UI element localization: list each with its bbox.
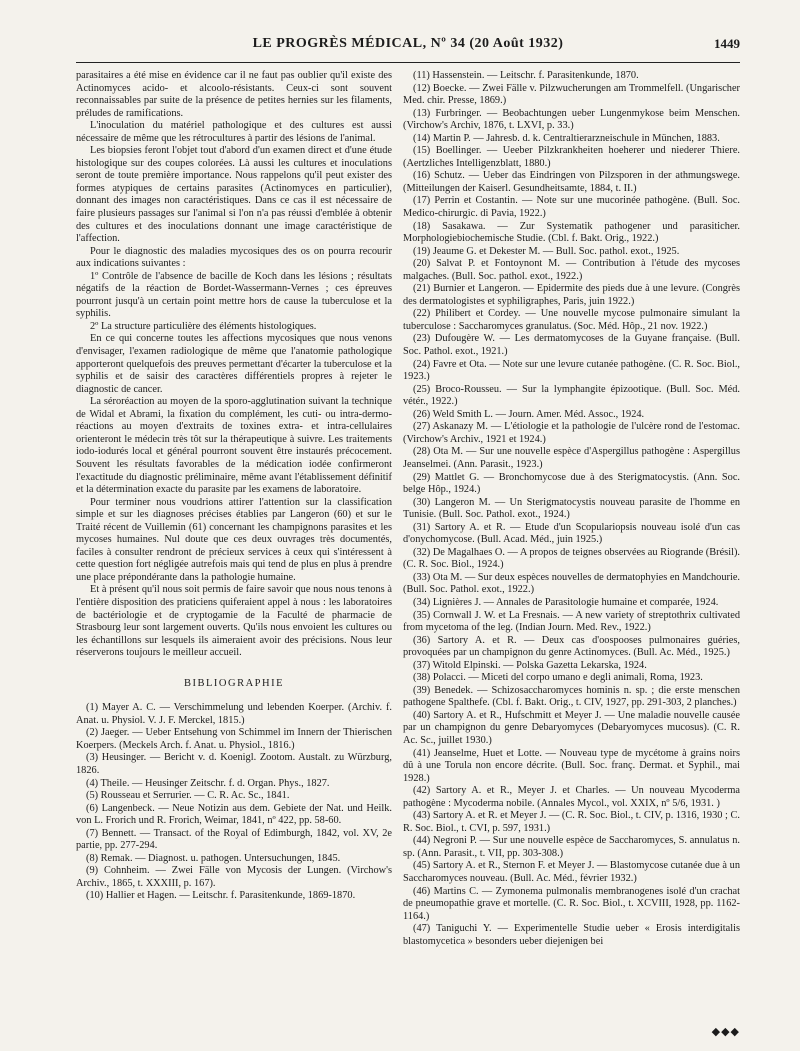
reference: (44) Negroni P. — Sur une nouvelle espèce de Saccharomyces, S. annulatus n. sp. (Ann. Parasit., t. VII, pp. 303-308.) [403,835,740,859]
reference: (12) Boecke. — Zwei Fälle v. Pilzwucherungen am Trommelfell. (Ungarischer Med. chir. Presse, 1869.) [403,82,740,107]
reference: (1) Mayer A. C. — Verschimmelung und lebenden Koerper. (Archiv. f. Anat. u. Physiol. V. J. F. Merckel, 1815.) [76,702,392,726]
reference: (30) Langeron M. — Un Sterigmatocystis nouveau parasite de l'homme en Tunisie. (Bull. Soc. Pathol. exot., 1924.) [403,496,740,521]
paragraph: parasitaires a été mise en évidence car il ne faut pas oublier qu'il existe des Actinomyces acido- et alcoolo-résistants. Ceux-ci sont souvent reconnaissables par suite de la présence de petites hernies sur les filaments, préludes de ramifications. [76,70,392,119]
reference: (23) Dufougère W. — Les dermatomycoses de la Guyane française. (Bull. Soc. Pathol. exot., 1921.) [403,333,740,358]
reference: (40) Sartory A. et R., Hufschmitt et Meyer J. — Une maladie nouvelle causée par un champignon du genre Debaryomyces (Debaryomyces mucosus). (C. R. Ac. Sc., juillet 1930.) [403,709,740,746]
reference: (7) Bennett. — Transact. of the Royal of Edimburgh, 1842, vol. XV, 2e partie, pp. 277-294. [76,827,392,852]
reference: (22) Philibert et Cordey. — Une nouvelle mycose pulmonaire simulant la tuberculose : Saccharomyces granulatus. (Soc. Méd. Hôp., 21 nov. 1922.) [403,308,740,332]
reference: (34) Lignières J. — Annales de Parasitologie humaine et comparée, 1924. [413,596,719,608]
reference: (19) Jeaume G. et Dekester M. — Bull. Soc. pathol. exot., 1925. [413,245,680,257]
reference: (46) Martins C. — Zymonema pulmonalis membranogenes isolé d'un crachat de pneumopathie grave et mortelle. (C. R. Soc. Biol., t. XCVIII, 1928, pp. 1162-1164.) [403,885,740,922]
paragraph: 2º La structure particulière des éléments histologiques. [90,320,317,332]
page-number: 1449 [714,36,740,51]
reference: (38) Polacci. — Miceti del corpo umano e degli animali, Roma, 1923. [413,672,703,684]
reference: (5) Rousseau et Serrurier. — C. R. Ac. Sc., 1841. [86,790,290,802]
reference: (25) Broco-Rousseu. — Sur la lymphangite épizootique. (Bull. Soc. Méd. vétér., 1922.) [403,383,740,408]
paragraph: Pour le diagnostic des maladies mycosiques des os on pourra recourir aux indications suivantes : [76,245,392,270]
reference: (47) Taniguchi Y. — Experimentelle Studie ueber « Erosis interdigitalis blastomycetica » besonders ueber diejenigen bei [403,923,740,947]
reference: (9) Cohnheim. — Zwei Fälle von Mycosis der Lungen. (Virchow's Archiv., 1865, t. XXXIII, p. 167). [76,865,392,889]
paragraph: En ce qui concerne toutes les affections mycosiques que nous venons d'envisager, l'examen radiologique de même que l'anatomie pathologique apporteront quelquefois des preuves permettant d'écarter la tuberculose et la syphilis et de saisir des caractères différentiels propres à rejeter le diagnostic de cancer. [76,333,392,395]
paragraph: Et à présent qu'il nous soit permis de faire savoir que nous nous tenons à l'entière disposition des praticiens quiferaient appel à nous : les laboratoires de bactériologie et de cryptogamie de la Faculté de pharmacie de Strasbourg leur sont largement ouverts. Qu'ils nous envoient les cultures ou les échantillons sur lesquels ils aimeraient avoir des précisions. Nous leur réserverons toujours le meilleur accueil. [76,584,392,659]
end-ornament: ◆◆◆ [711,1026,740,1038]
paragraph: Les biopsies feront l'objet tout d'abord d'un examen direct et d'une étude histologique sur des coupes colorées. Là aussi les cultures et inoculations seront de toute première importance. Nous rappelons qu'il peut exister des formes atypiques de certains parasites (Actinomyces en particulier), donnant des images non caractéristiques. Dans ce cas il est nécessaire de faire plusieurs passages sur l'animal si l'on n'a pas réussi d'emblée à obtenir des cultures et des inoculations donnant une image caractéristique de l'affection. [76,145,392,245]
reference: (10) Hallier et Hagen. — Leitschr. f. Parasitenkunde, 1869-1870. [86,890,356,902]
reference: (15) Boellinger. — Ueeber Pilzkrankheiten hoeherer und niederer Thiere. (Aertzliches Intelligenzblatt, 1880.) [403,145,740,169]
reference: (32) De Magalhaes O. — A propos de teignes observées au Riogrande (Brésil). (C. R. Soc. Biol., 1924.) [403,546,740,571]
reference: (6) Langenbeck. — Neue Notizin aus dem. Gebiete der Nat. und Heilk. von L. Frorich und R. Frorich, Weimar, 1841, nº 422, pp. 58-60. [76,802,392,827]
page-header [76,36,740,58]
reference: (29) Mattlet G. — Bronchomycose due à des Sterigmatocystis. (Ann. Soc. belge Hôp., 1924.) [403,471,740,496]
reference: (33) Ota M. — Sur deux espèces nouvelles de dermatophyies en Mandchourie. (Bull. Soc. Pathol. exot., 1922.) [403,571,740,596]
reference: (20) Salvat P. et Fontoynont M. — Contribution à l'étude des mycoses malgaches. (Bull. Soc. pathol. exot., 1922.) [403,258,740,282]
paragraph: 1º Contrôle de l'absence de bacille de Koch dans les lésions ; résultats négatifs de la réaction de Bordet-Wassermann-Vernes ; ces épreuves pourront jusqu'à un certain point mettre hors de cause la tuberculose et la syphilis. [76,270,392,320]
reference: (14) Martin P. — Jahresb. d. k. Centraltierarzneischule in München, 1883. [413,132,720,144]
reference: (41) Jeanselme, Huet et Lotte. — Nouveau type de mycétome à grains noirs dû à une Torula non encore décrite. (Bull. Soc. franç. Dermat. et Syphil., mai 1928.) [403,747,740,784]
reference: (3) Heusinger. — Bericht v. d. Koenigl. Zootom. Austalt. zu Würzburg, 1826. [76,752,392,776]
reference: (17) Perrin et Costantin. — Note sur une mucorinée pathogène. (Bull. Soc. Medico-chirurgic. di Pavia, 1922.) [403,195,740,220]
journal-title: LE PROGRÈS MÉDICAL, Nº 34 (20 Août 1932) [252,36,564,51]
paragraph: L'inoculation du matériel pathologique et des cultures est aussi nécessaire de même que les rétrocultures à partir des lésions de l'animal. [76,120,392,144]
reference: (2) Jaeger. — Ueber Entsehung von Schimmel im Innern der Thierischen Koerpers. (Meckels Arch. f. Anat. u. Physiol., 1816.) [76,727,392,751]
reference: (4) Theile. — Heusinger Zeitschr. f. d. Organ. Phys., 1827. [86,777,330,789]
reference: (18) Sasakawa. — Zur Systematik pathogener und parasiticher. Morphologiebiochemische Studie. (Cbl. f. Bakt. Orig., 1922.) [403,220,740,245]
paragraph: La séroréaction au moyen de la sporo-agglutination suivant la technique de Widal et Abrami, la fixation du complément, les cuti- ou intra-dermo-réactions au moyen d'extraits de toxines extra- et intra-cellulaires orienteront le médecin très tôt sur la thérapeutique à suivre. Les traitements iodo-iodurés local et général pourront souvent être instaurés précocement. Souvent les résultats favorables de la médication iodée confirmeront l'exactitude du diagnostic préliminaire, même avant l'établissement définitif et la détermination exacte du parasite par les examens de laboratoire. [76,396,392,496]
reference: (16) Schutz. — Ueber das Eindringen von Pilzsporen in der athmungswege. (Mitteilungen der Kaiserl. Gesundheitsamte, 1884, t. II.) [403,170,740,194]
reference: (27) Askanazy M. — L'étiologie et la pathologie de l'ulcère rond de l'estomac. (Virchow's Archiv., 1921 et 1924.) [403,421,740,445]
paragraph: Pour terminer nous voudrions attirer l'attention sur la classification simple et sur les diagnoses précises établies par Langeron (60) et sur le Traité récent de Vuillemin (61) concernant les champignons parasites et les mycoses humaines. Nul doute que ces deux ouvrages très documentés, faciles à consulter rendront de précieux services à ceux qui s'intéressent à cette question fort négligée autrefois mais qui tend de plus en plus à prendre une place prépondérante dans la pathologie humaine. [76,496,392,583]
reference: (36) Sartory A. et R. — Deux cas d'oospooses pulmonaires guéries, provoquées par un champignon du genre Actinomyces. (Bull. Ac. Méd., 1925.) [403,634,740,659]
reference: (37) Witold Elpinski. — Polska Gazetta Lekarska, 1924. [413,659,647,671]
reference: (21) Burnier et Langeron. — Epidermite des pieds due à une levure. (Congrès des dermatologistes et syphiligraphes, Paris, juin 1922.) [403,283,740,307]
reference: (11) Hassenstein. — Leitschr. f. Parasitenkunde, 1870. [413,70,639,81]
right-column [403,70,740,948]
reference: (43) Sartory A. et R. et Meyer J. — (C. R. Soc. Biol., t. CIV, p. 1316, 1930 ; C. R. Soc. Biol., t. CVI, p. 597, 1931.) [403,810,740,834]
reference: (42) Sartory A. et R., Meyer J. et Charles. — Un nouveau Mycoderma pathogène : Mycoderma nobile. (Annales Mycol., vol. XXIX, nº 5/6, 1931. ) [403,785,740,809]
reference: (39) Benedek. — Schizosaccharomyces hominis n. sp. ; die erste menschen pathogene Spalthefe. (Cbl. f. Bakt. Orig., t. CIV, 1927, pp. 291-303, 2 planches.) [403,684,740,709]
reference: (31) Sartory A. et R. — Etude d'un Scopulariopsis nouveau isolé d'un cas d'onychomycose. (Bull. Acad. Méd., juin 1925.) [403,521,740,546]
reference: (8) Remak. — Diagnost. u. pathogen. Untersuchungen, 1845. [86,852,341,864]
header-rule [76,62,740,63]
left-column [76,70,392,903]
reference: (28) Ota M. — Sur une nouvelle espèce d'Aspergillus pathogène : Aspergillus Jeanselmei. (Ann. Parasit., 1923.) [403,446,740,470]
reference: (24) Favre et Ota. — Note sur une levure cutanée pathogène. (C. R. Soc. Biol., 1923.) [403,358,740,383]
bibliography-heading: BIBLIOGRAPHIE [184,677,284,689]
reference: (26) Weld Smith L. — Journ. Amer. Méd. Assoc., 1924. [413,408,645,420]
reference: (35) Cornwall J. W. et La Fresnais. — A new variety of streptothrix cultivated from mycetoma of the leg. (Indian Journ. Med. Rev., 1922.) [403,609,740,634]
reference: (45) Sartory A. et R., Sternon F. et Meyer J. — Blastomycose cutanée due à un Saccharomyces nouveau. (Bull. Ac. Méd., février 1932.) [403,860,740,884]
reference: (13) Furbringer. — Beobachtungen ueber Lungenmykose beim Menschen. (Virchow's Archiv, 1876, t. LXVI, p. 33.) [403,107,740,132]
